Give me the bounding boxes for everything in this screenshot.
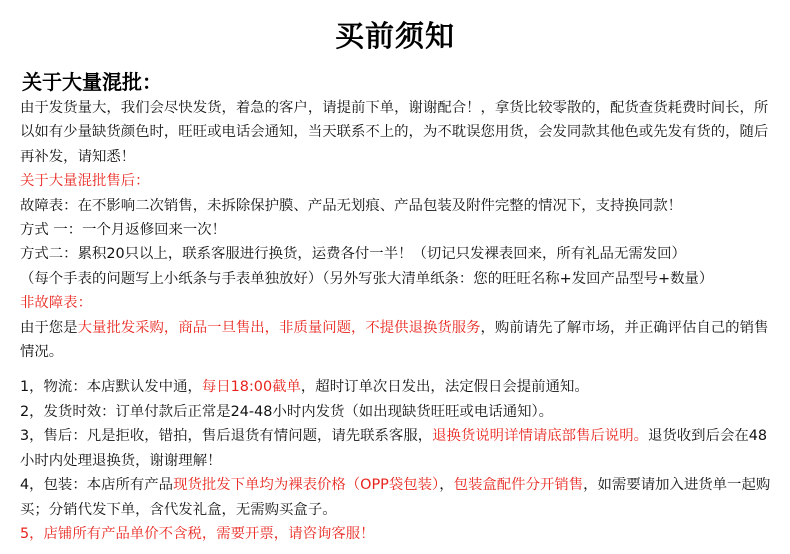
item-logistics-highlight: 每日18:00截单 [201, 379, 301, 396]
section-title-bulk-mixed: 关于大量混批： [22, 70, 162, 94]
item-packaging-text-1: 4，包装：本店所有产品 [20, 477, 174, 494]
item-delivery-time: 2，发货时效：订单付款后正常是24-48小时内发货（如出现缺货旺旺或电话通知）。 [20, 403, 554, 420]
item-packaging-text-2: ， [439, 477, 454, 494]
item-logistics [20, 375, 772, 399]
item-logistics-text-2: ，超时订单次日发出，法定假日会提前通知。 [300, 379, 589, 396]
fault-watch-policy: 故障表：在不影响二次销售，未拆除保护膜、产品无划痕、产品包装及附件完整的情况下，支持换同款！ [20, 197, 682, 214]
item-packaging [20, 473, 772, 522]
item-after-sales [20, 424, 772, 473]
item-logistics-text-1: 1，物流：本店默认发中通， [20, 379, 202, 396]
method-two-note: （每个手表的问题写上小纸条与手表单独放好）（另外写张大清单纸条：您的旺旺名称+发回产品型号+数量） [20, 270, 714, 287]
notice-body [20, 96, 772, 546]
after-sales-heading: 关于大量混批售后： [20, 173, 150, 190]
page-title: 买前须知 [334, 19, 455, 53]
non-fault-text-2: ，购前请先了解市场，并正确评估自己的销售情况。 [20, 319, 769, 361]
non-fault-highlight: 大量批发采购，商品一旦售出，非质量问题，不提供退换货服务 [77, 319, 481, 336]
method-two: 方式二：累积20只以上，联系客服进行换货，运费各付一半！（切记只发裸表回来，所有礼品无需发回） [20, 246, 686, 263]
intro-paragraph: 由于发货量大，我们会尽快发货，着急的客户，请提前下单，谢谢配合！，拿货比较零散的，配货查货耗费时间长，所以如有少量缺货颜色时，旺旺或电话会通知，当天联系不上的，为不耽误您用货，会发同款其他色或先发有货的，随后再补发，请知悉！ [20, 100, 769, 165]
non-fault-paragraph [20, 316, 772, 365]
item-packaging-highlight-1: 现货批发下单均为裸表价格（OPP袋包装） [173, 477, 440, 494]
item-tax-notice: 5，店铺所有产品单价不含税，需要开票，请咨询客服！ [20, 525, 375, 542]
item-after-sales-text-1: 3，售后：凡是拒收，错拍，售后退货有情问题，请先联系客服， [20, 428, 433, 445]
item-after-sales-highlight: 退换货说明详情请底部售后说明。 [432, 428, 648, 445]
item-packaging-text-3: ，如需要请加入进货单一起购买；分销代发下单，含代发礼盒，无需购买盒子。 [20, 477, 771, 518]
method-one: 方式 一：一个月返修回来一次！ [20, 222, 227, 239]
item-after-sales-text-2: 退货收到后会在48小时内处理退换货，谢谢理解！ [20, 428, 768, 469]
non-fault-text-1: 由于您是 [20, 319, 78, 336]
spacer [20, 364, 772, 375]
non-fault-heading: 非故障表： [20, 295, 92, 312]
item-packaging-highlight-2: 包装盒配件分开销售 [453, 477, 584, 494]
